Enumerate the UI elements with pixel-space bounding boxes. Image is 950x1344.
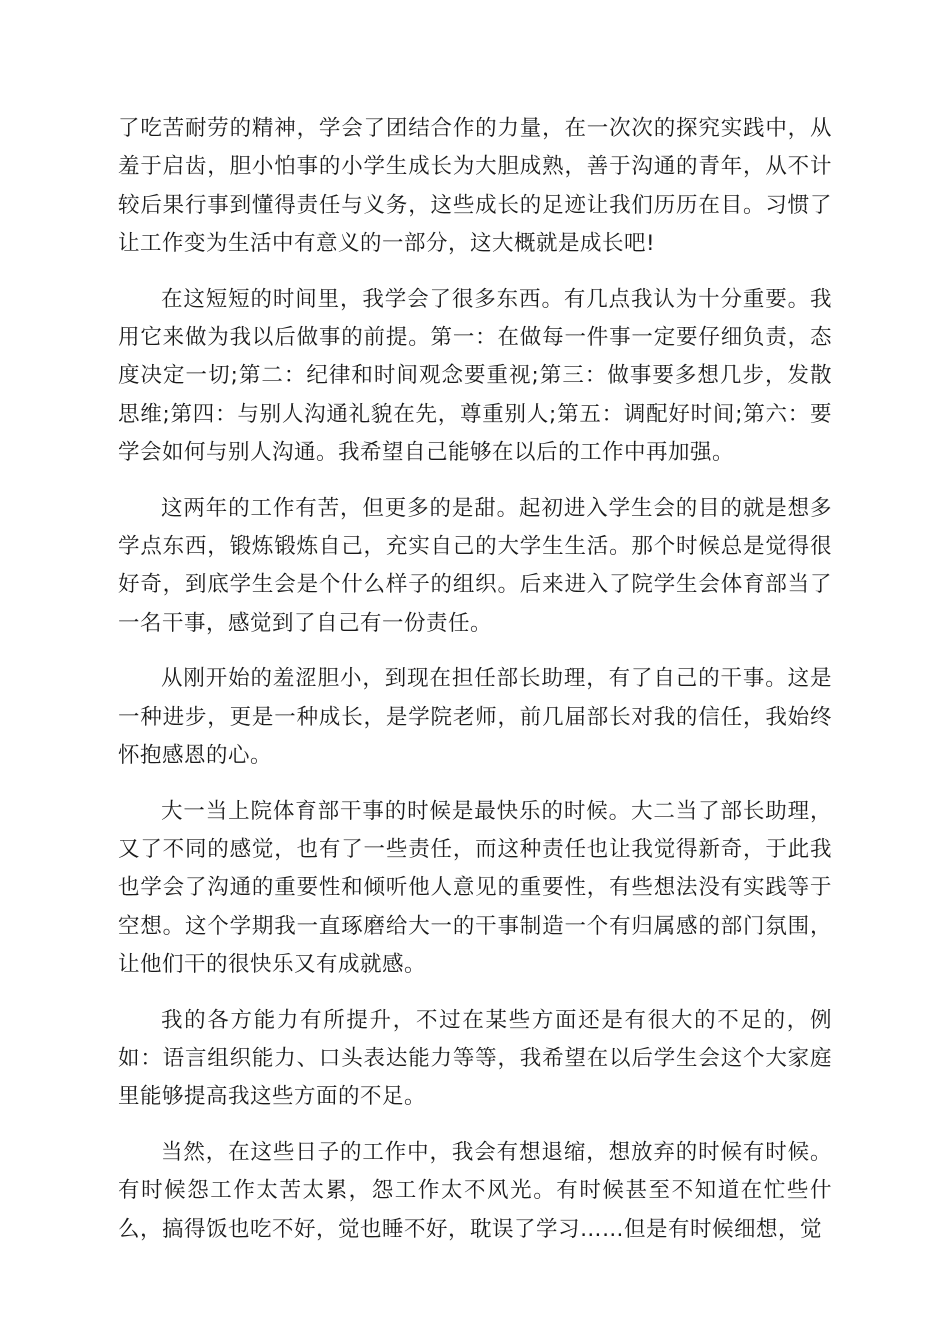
paragraph-growth-summary: 了吃苦耐劳的精神，学会了团结合作的力量，在一次次的探究实践中，从羞于启齿，胆小怕事的小学生成长为大胆成熟，善于沟通的青年，从不计较后果行事到懂得责任与义务，这些成长的足迹让我们历历在目。习惯了让工作变为生活中有意义的一部分，这大概就是成长吧!: [118, 116, 832, 257]
paragraph-two-years-work: 这两年的工作有苦，但更多的是甜。起初进入学生会的目的就是想多学点东西，锻炼锻炼自己，充实自己的大学生生活。那个时候总是觉得很好奇，到底学生会是个什么样子的组织。后来进入了院学生会体育部当了一名干事，感觉到了自己有一份责任。: [118, 495, 832, 636]
paragraph-progress: 从刚开始的羞涩胆小，到现在担任部长助理，有了自己的干事。这是一种进步，更是一种成长，是学院老师，前几届部长对我的信任，我始终怀抱感恩的心。: [118, 666, 832, 769]
paragraph-role-change: 大一当上院体育部干事的时候是最快乐的时候。大二当了部长助理，又了不同的感觉，也有了一些责任，而这种责任也让我觉得新奇，于此我也学会了沟通的重要性和倾听他人意见的重要性，有些想法没有实践等于空想。这个学期我一直琢磨给大一的干事制造一个有归属感的部门氛围，让他们干的很快乐又有成就感。: [118, 798, 832, 978]
paragraph-lessons-learned: 在这短短的时间里，我学会了很多东西。有几点我认为十分重要。我用它来做为我以后做事的前提。第一：在做每一件事一定要仔细负责，态度决定一切;第二：纪律和时间观念要重视;第三：做事要多想几步，发散思维;第四：与别人沟通礼貌在先，尊重别人;第五：调配好时间;第六：要学会如何与别人沟通。我希望自己能够在以后的工作中再加强。: [118, 286, 832, 466]
paragraph-difficulties: 当然，在这些日子的工作中，我会有想退缩，想放弃的时候有时候。有时候怨工作太苦太累，怨工作太不风光。有时候甚至不知道在忙些什么，搞得饭也吃不好，觉也睡不好，耽误了学习……但是有时候细想，觉: [118, 1139, 832, 1242]
paragraph-shortcomings: 我的各方能力有所提升，不过在某些方面还是有很大的不足的，例如：语言组织能力、口头表达能力等等，我希望在以后学生会这个大家庭里能够提高我这些方面的不足。: [118, 1007, 832, 1110]
